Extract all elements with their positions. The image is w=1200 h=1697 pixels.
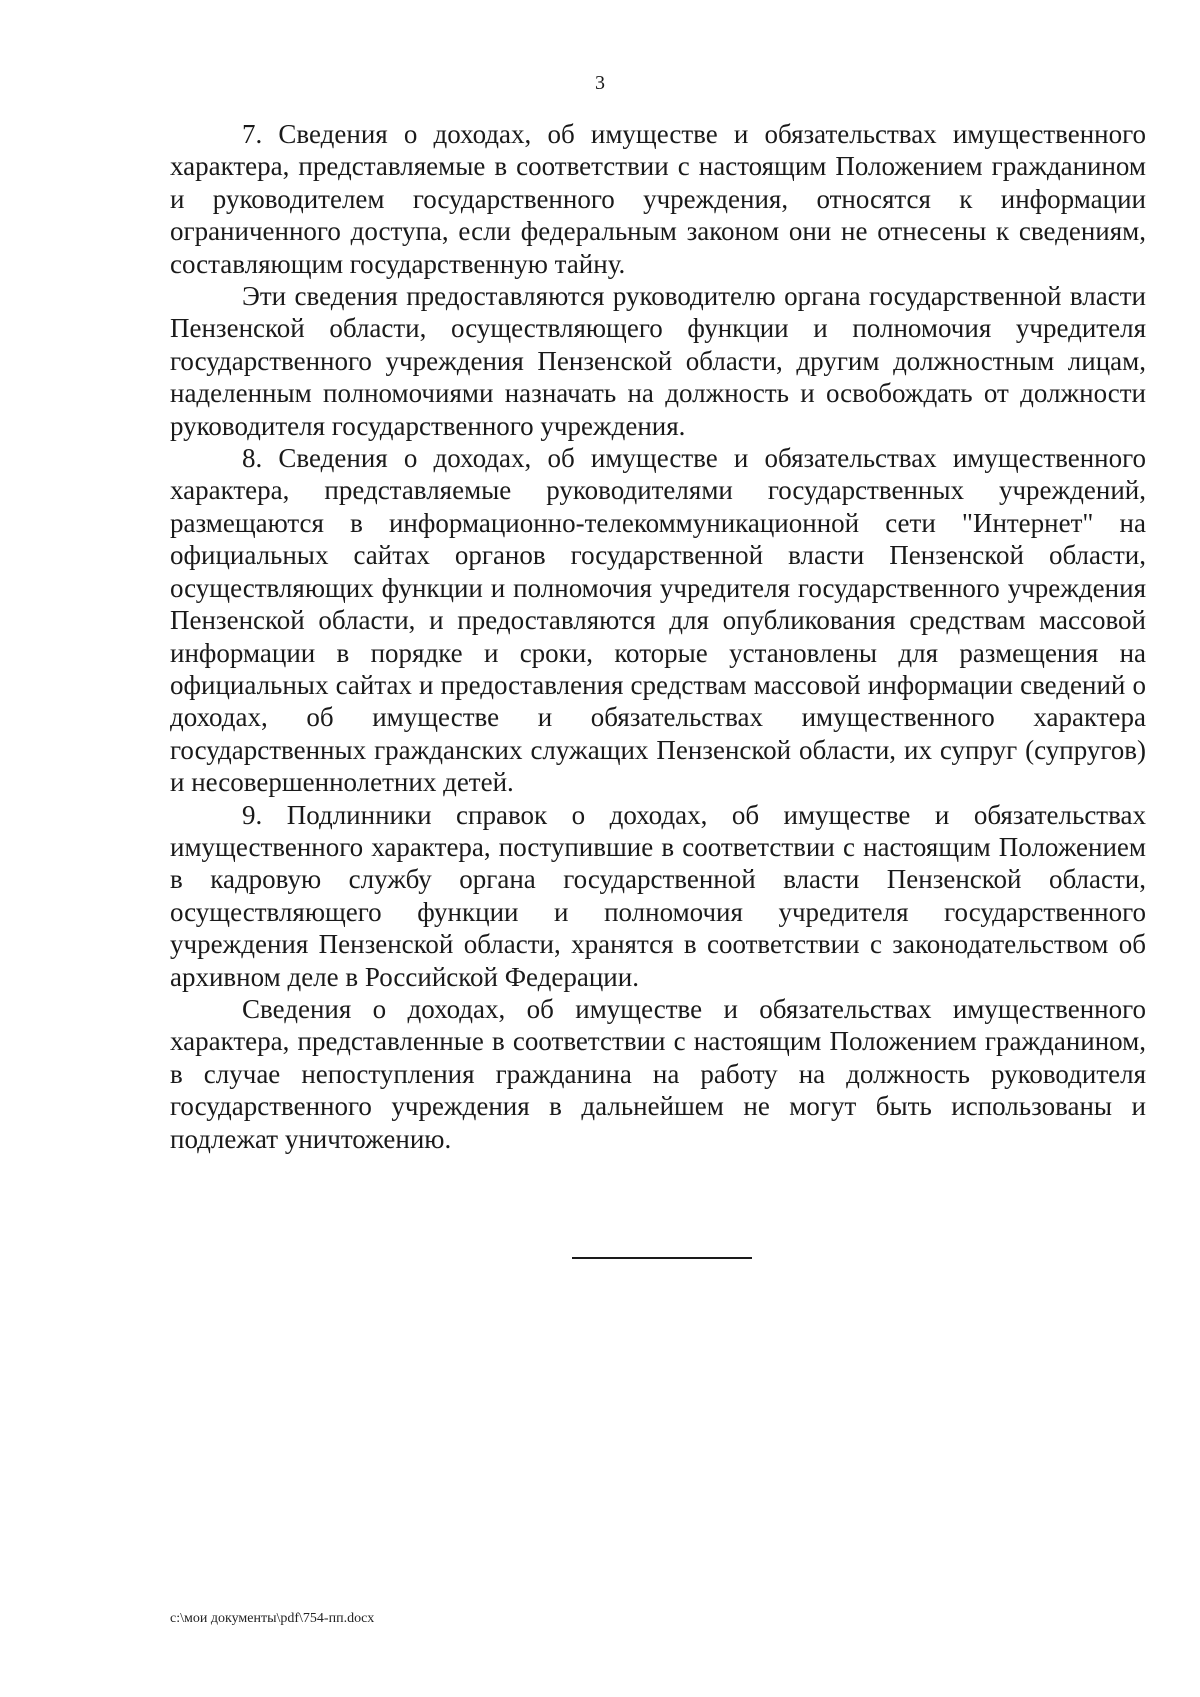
document-body	[170, 118, 1146, 1155]
paragraph-9-continuation: Сведения о доходах, об имуществе и обязательствах имущественного характера, представленные в соответствии с настоящим Положением гражданином, в случае непоступления гражданина на работу на должность руководителя государственного учреждения в дальнейшем не могут быть использованы и подлежат уничтожению.	[170, 993, 1146, 1154]
paragraph-8: 8. Сведения о доходах, об имуществе и обязательствах имущественного характера, представляемые руководителями государственных учреждений, размещаются в информационно-телекоммуникационной сети "Интернет" на официальных сайтах органов государственной власти Пензенской области, осуществляющих функции и полномочия учредителя государственного учреждения Пензенской области, и предоставляются для опубликования средствам массовой информации в порядке и сроки, которые установлены для размещения на официальных сайтах и предоставления средствам массовой информации сведений о доходах, об имуществе и обязательствах имущественного характера государственных гражданских служащих Пензенской области, их супруг (супругов) и несовершеннолетних детей.	[170, 443, 1146, 798]
paragraph-7-continuation: Эти сведения предоставляются руководителю органа государственной власти Пензенской области, осуществляющего функции и полномочия учредителя государственного учреждения Пензенской области, другим должностным лицам, наделенным полномочиями назначать на должность и освобождать от должности руководителя государственного учреждения.	[170, 281, 1146, 441]
paragraph-7: 7. Сведения о доходах, об имуществе и обязательствах имущественного характера, представляемые в соответствии с настоящим Положением гражданином и руководителем государственного учреждения, относятся к информации ограниченного доступа, если федеральным законом они не отнесены к сведениям, составляющим государственную тайну.	[170, 119, 1146, 279]
footer-file-path: c:\мои документы\pdf\754-пп.docx	[170, 1611, 375, 1626]
paragraph-9: 9. Подлинники справок о доходах, об имуществе и обязательствах имущественного характера, поступившие в соответствии с настоящим Положением в кадровую службу органа государственной власти Пензенской области, осуществляющего функции и полномочия учредителя государственного учреждения Пензенской области, хранятся в соответствии с законодательством об архивном деле в Российской Федерации.	[170, 799, 1146, 992]
page-number: 3	[595, 72, 605, 94]
end-separator-line	[572, 1257, 752, 1259]
